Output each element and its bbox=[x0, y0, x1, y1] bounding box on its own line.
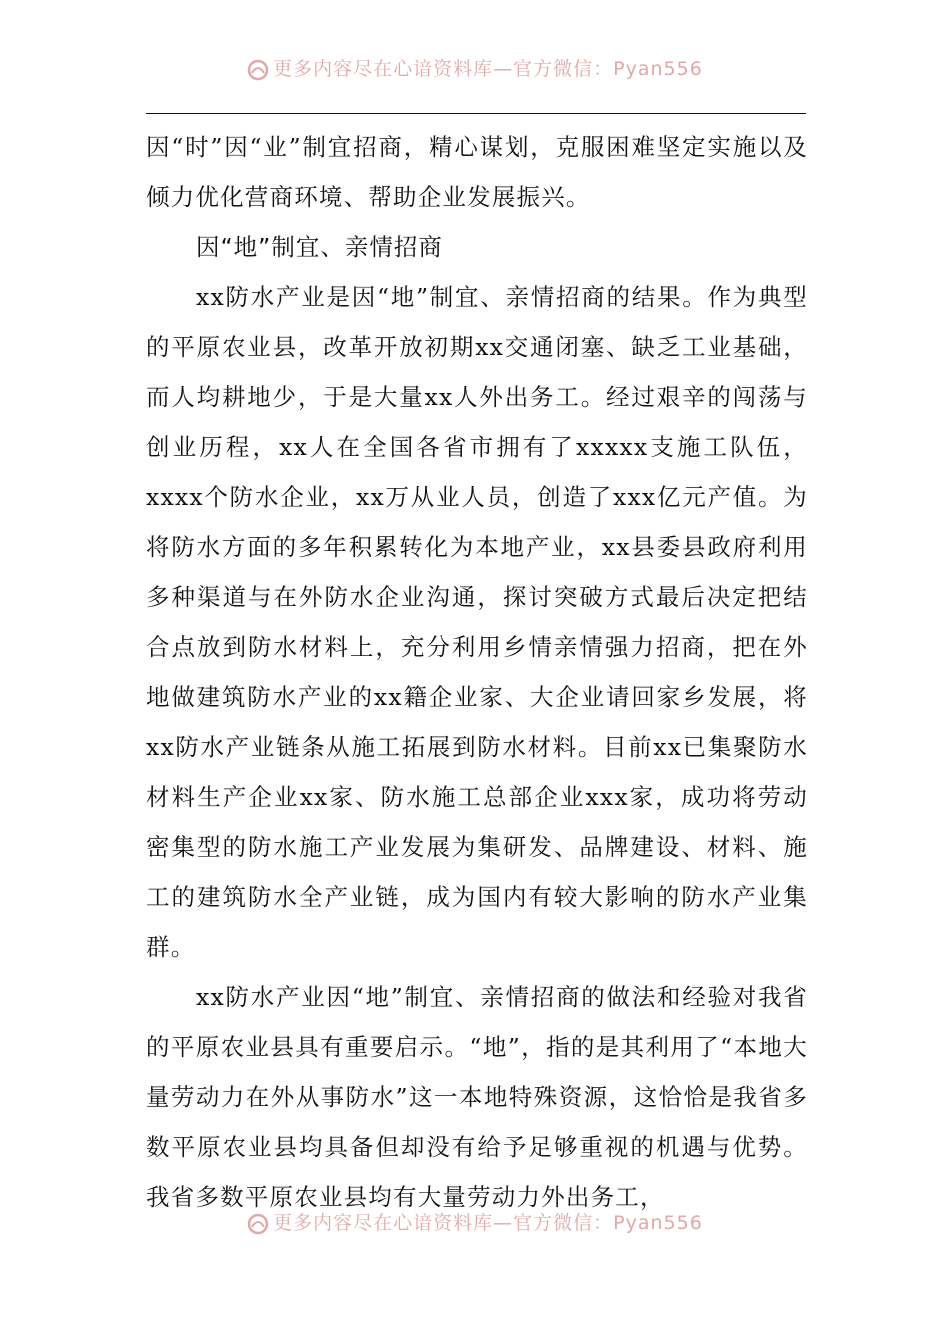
header-rule bbox=[146, 113, 806, 114]
section-heading: 因“地”制宜、亲情招商 bbox=[196, 233, 443, 261]
watermark-text: 更多内容尽在心谙资料库—官方微信：Pyan556 bbox=[273, 1212, 703, 1234]
watermark-header bbox=[0, 54, 950, 84]
paragraph: xx防水产业因“地”制宜、亲情招商的做法和经验对我省的平原农业县具有重要启示。“地”，指的是其利用了“本地大量劳动力在外从事防水”这一本地特殊资源，这恰恰是我省多数平原农业县均具备但却没有给予足够重视的机遇与优势。我省多数平原农业县均有大量劳动力外出务工， bbox=[146, 983, 808, 1211]
watermark-logo-icon bbox=[247, 59, 269, 81]
watermark-footer bbox=[0, 1208, 950, 1238]
document-body bbox=[146, 122, 808, 1222]
paragraph: xx防水产业是因“地”制宜、亲情招商的结果。作为典型的平原农业县，改革开放初期xx交通闭塞、缺乏工业基础，而人均耕地少，于是大量xx人外出务工。经过艰辛的闯荡与创业历程，xx人在全国各省市拥有了xxxxx支施工队伍，xxxx个防水企业，xx万从业人员，创造了xxx亿元产值。为将防水方面的多年积累转化为本地产业，xx县委县政府利用多种渠道与在外防水企业沟通，探讨突破方式最后决定把结合点放到防水材料上，充分利用乡情亲情强力招商，把在外地做建筑防水产业的xx籍企业家、大企业请回家乡发展，将xx防水产业链条从施工拓展到防水材料。目前xx已集聚防水材料生产企业xx家、防水施工总部企业xxx家，成功将劳动密集型的防水施工产业发展为集研发、品牌建设、材料、施工的建筑防水全产业链，成为国内有较大影响的防水产业集群。 bbox=[146, 283, 808, 961]
paragraph-continuation: 因“时”因“业”制宜招商，精心谋划，克服困难坚定实施以及倾力优化营商环境、帮助企业发展振兴。 bbox=[146, 133, 808, 211]
watermark-text: 更多内容尽在心谙资料库—官方微信：Pyan556 bbox=[273, 58, 703, 80]
watermark-logo-icon bbox=[247, 1213, 269, 1235]
